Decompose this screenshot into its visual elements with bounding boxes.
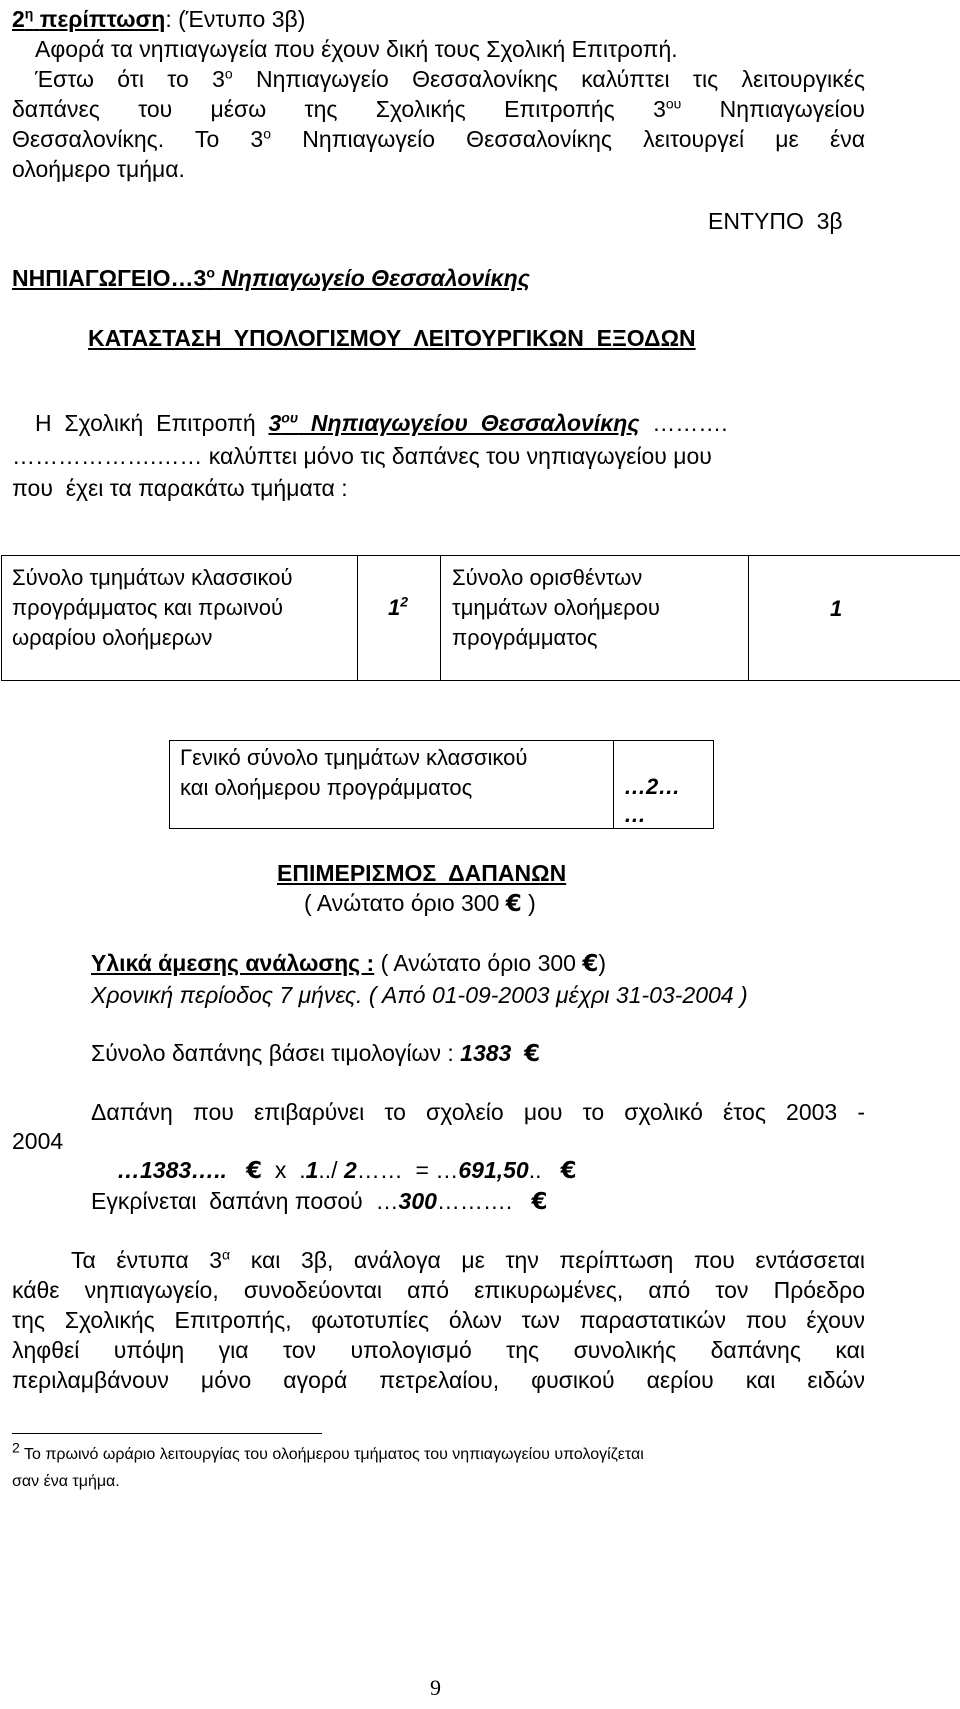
intro-line-4-sup: ο <box>263 125 272 142</box>
intro-line-3-sup: ου <box>665 95 682 112</box>
committee-num: 3 <box>268 410 282 436</box>
intro-line-4a: Θεσσαλονίκης. Το 3 <box>12 126 264 152</box>
intro-line-4 <box>12 124 865 155</box>
closing-line-4: ληφθεί υπόψη για τον υπολογισμό της συνολικής δαπάνης και <box>12 1337 865 1363</box>
allday-sections-value: 1 <box>830 596 843 621</box>
euro-icon: € <box>524 1041 541 1067</box>
total-sections-label <box>180 743 527 803</box>
materials-line <box>91 948 606 980</box>
footnote-line-2: σαν ένα τμήμα. <box>12 1473 120 1490</box>
allocation-limit-close: ) <box>521 890 536 916</box>
case-heading <box>12 4 305 35</box>
footnote-ref: 2 <box>400 593 409 610</box>
page-title: ΚΑΤΑΣΤΑΣΗ ΥΠΟΛΟΓΙΣΜΟΥ ΛΕΙΤΟΥΡΓΙΚΩΝ ΕΞΟΔΩΝ <box>88 325 696 351</box>
committee-dots: ………. <box>639 410 728 436</box>
calc-times: x . <box>262 1157 306 1183</box>
intro-line-1: Αφορά τα νηπιαγωγεία που έχουν δική τους Σχολική Επιτροπή. <box>35 36 678 62</box>
intro-line-5: ολοήμερο τμήμα. <box>12 156 185 182</box>
calc-divide: ../ <box>318 1157 344 1183</box>
allocation-limit <box>304 888 536 920</box>
total-sections-label-line: και ολοήμερου προγράμματος <box>180 775 473 800</box>
approved-label: Εγκρίνεται δαπάνη ποσού … <box>91 1188 399 1214</box>
burden-year: 2004 <box>12 1128 64 1154</box>
closing-line-1 <box>71 1245 865 1276</box>
committee-school <box>269 410 640 436</box>
case-number-sup: η <box>24 5 34 22</box>
classic-sections-label-line: Σύνολο τμημάτων κλασσικού <box>12 565 293 590</box>
closing-line-1a: Τα έντυπα 3 <box>71 1247 223 1273</box>
euro-icon: € <box>582 951 599 977</box>
euro-icon: € <box>505 891 522 917</box>
footnote-mark: 2 <box>12 1439 20 1456</box>
case-number: 2 <box>12 6 25 32</box>
intro-line-3b: Νηπιαγωγείου <box>681 96 866 122</box>
classic-sections-value <box>388 593 408 623</box>
closing-line-2: κάθε νηπιαγωγείο, συνοδεύονται από επικυρωμένες, από τον Πρόεδρο <box>12 1277 865 1303</box>
form-code: ΕΝΤΥΠΟ 3β <box>708 208 843 234</box>
approved-value: 300 <box>398 1188 437 1214</box>
table-divider <box>613 741 614 828</box>
footnote-separator <box>12 1433 322 1434</box>
materials-limit: ( Ανώτατο όριο 300 <box>374 950 576 976</box>
closing-line-3: της Σχολικής Επιτροπής, φωτοτυπίες όλων των παραστατικών που έχουν <box>12 1307 865 1333</box>
intro-line-2-sup: ο <box>224 65 233 82</box>
table-divider <box>748 556 749 680</box>
allday-sections-label-line: τμημάτων ολοήμερου <box>452 595 660 620</box>
period-line: Χρονική περίοδος 7 μήνες. ( Από 01-09-2003 μέχρι 31-03-2004 ) <box>91 982 748 1008</box>
allday-sections-label-line: Σύνολο ορισθέντων <box>452 565 643 590</box>
euro-icon: € <box>531 1189 548 1215</box>
materials-limit-close: ) <box>598 950 607 976</box>
footnote-text-1: Το πρωινό ωράριο λειτουργίας του ολοήμερου τμήματος του νηπιαγωγείου υπολογίζεται <box>19 1446 644 1463</box>
committee-line-1 <box>35 408 728 439</box>
intro-line-4b: Νηπιαγωγείο Θεσσαλονίκης λειτουργεί με ένα <box>271 126 865 152</box>
calc-dots: .. <box>528 1157 542 1183</box>
school-name <box>12 263 530 294</box>
intro-line-3a: δαπάνες του μέσω της Σχολικής Επιτροπής 3 <box>12 96 666 122</box>
calc-sections: 1 <box>305 1157 319 1183</box>
calc-invoice-total: …1383….. <box>117 1157 227 1183</box>
approved-dots: ………. <box>436 1188 513 1214</box>
committee-sup: ου <box>281 409 299 426</box>
closing-line-1-sup: α <box>222 1246 231 1263</box>
burden-line: Δαπάνη που επιβαρύνει το σχολείο μου το σχολικό έτος 2003 - <box>91 1099 865 1125</box>
committee-name: Νηπιαγωγείου Θεσσαλονίκης <box>298 410 640 436</box>
school-prefix: ΝΗΠΙΑΓΩΓΕΙΟ…3 <box>12 265 207 291</box>
intro-line-2b: Νηπιαγωγείο Θεσσαλονίκης καλύπτει τις λειτουργικές <box>232 66 865 92</box>
classic-sections-label <box>12 563 293 653</box>
school-sup: ο <box>206 264 215 281</box>
classic-sections-label-line: προγράμματος και πρωινού <box>12 595 284 620</box>
committee-line-2: ……………….…… καλύπτει μόνο τις δαπάνες του νηπιαγωγείου μου <box>12 443 712 469</box>
closing-line-1b: και 3β, ανάλογα με την περίπτωση που εντάσσεται <box>230 1247 865 1273</box>
invoice-total-line <box>91 1038 540 1070</box>
euro-icon: € <box>560 1158 577 1184</box>
table-divider <box>357 556 358 680</box>
committee-intro: Η Σχολική Επιτροπή <box>35 410 269 436</box>
calculation-line <box>117 1155 577 1187</box>
intro-line-3 <box>12 94 865 125</box>
closing-line-5: περιλαμβάνουν μόνο αγορά πετρελαίου, φυσικού αερίου και ειδών <box>12 1367 865 1393</box>
total-sections-value <box>624 773 680 829</box>
total-sections-number: …2… <box>624 774 681 799</box>
table-divider <box>440 556 441 680</box>
calc-total-sections: 2 <box>343 1157 357 1183</box>
total-sections-dots: … <box>624 802 646 827</box>
total-sections-label-line: Γενικό σύνολο τμημάτων κλασσικού <box>180 745 528 770</box>
committee-line-3: που έχει τα παρακάτω τμήματα : <box>12 475 348 501</box>
footnote-line-1 <box>12 1441 644 1468</box>
materials-label: Υλικά άμεσης ανάλωσης : <box>91 950 375 976</box>
case-form-ref: : (Έντυπο 3β) <box>165 6 306 32</box>
allocation-limit-text: ( Ανώτατο όριο 300 <box>304 890 500 916</box>
intro-line-2 <box>35 64 865 95</box>
invoice-total-label: Σύνολο δαπάνης βάσει τιμολογίων : <box>91 1040 461 1066</box>
allday-sections-label-line: προγράμματος <box>452 625 598 650</box>
footnote <box>12 1441 644 1495</box>
case-word: περίπτωση <box>39 6 166 32</box>
school-name-text: Νηπιαγωγείο Θεσσαλονίκης <box>214 265 530 291</box>
allday-sections-label <box>452 563 660 653</box>
sections-table <box>1 555 960 681</box>
calc-equals: …… = … <box>356 1157 459 1183</box>
euro-icon: € <box>246 1158 263 1184</box>
classic-sections-label-line: ωραρίου ολοήμερων <box>12 625 213 650</box>
classic-sections-number: 1 <box>388 595 401 620</box>
total-sections-table <box>169 740 714 829</box>
page-number: 9 <box>430 1675 441 1700</box>
intro-line-2a: Έστω ότι το 3 <box>35 66 225 92</box>
allocation-title: ΕΠΙΜΕΡΙΣΜΟΣ ΔΑΠΑΝΩΝ <box>277 860 567 886</box>
invoice-total-value: 1383 <box>460 1040 512 1066</box>
calc-result: 691,50 <box>458 1157 529 1183</box>
approved-line <box>91 1186 548 1218</box>
